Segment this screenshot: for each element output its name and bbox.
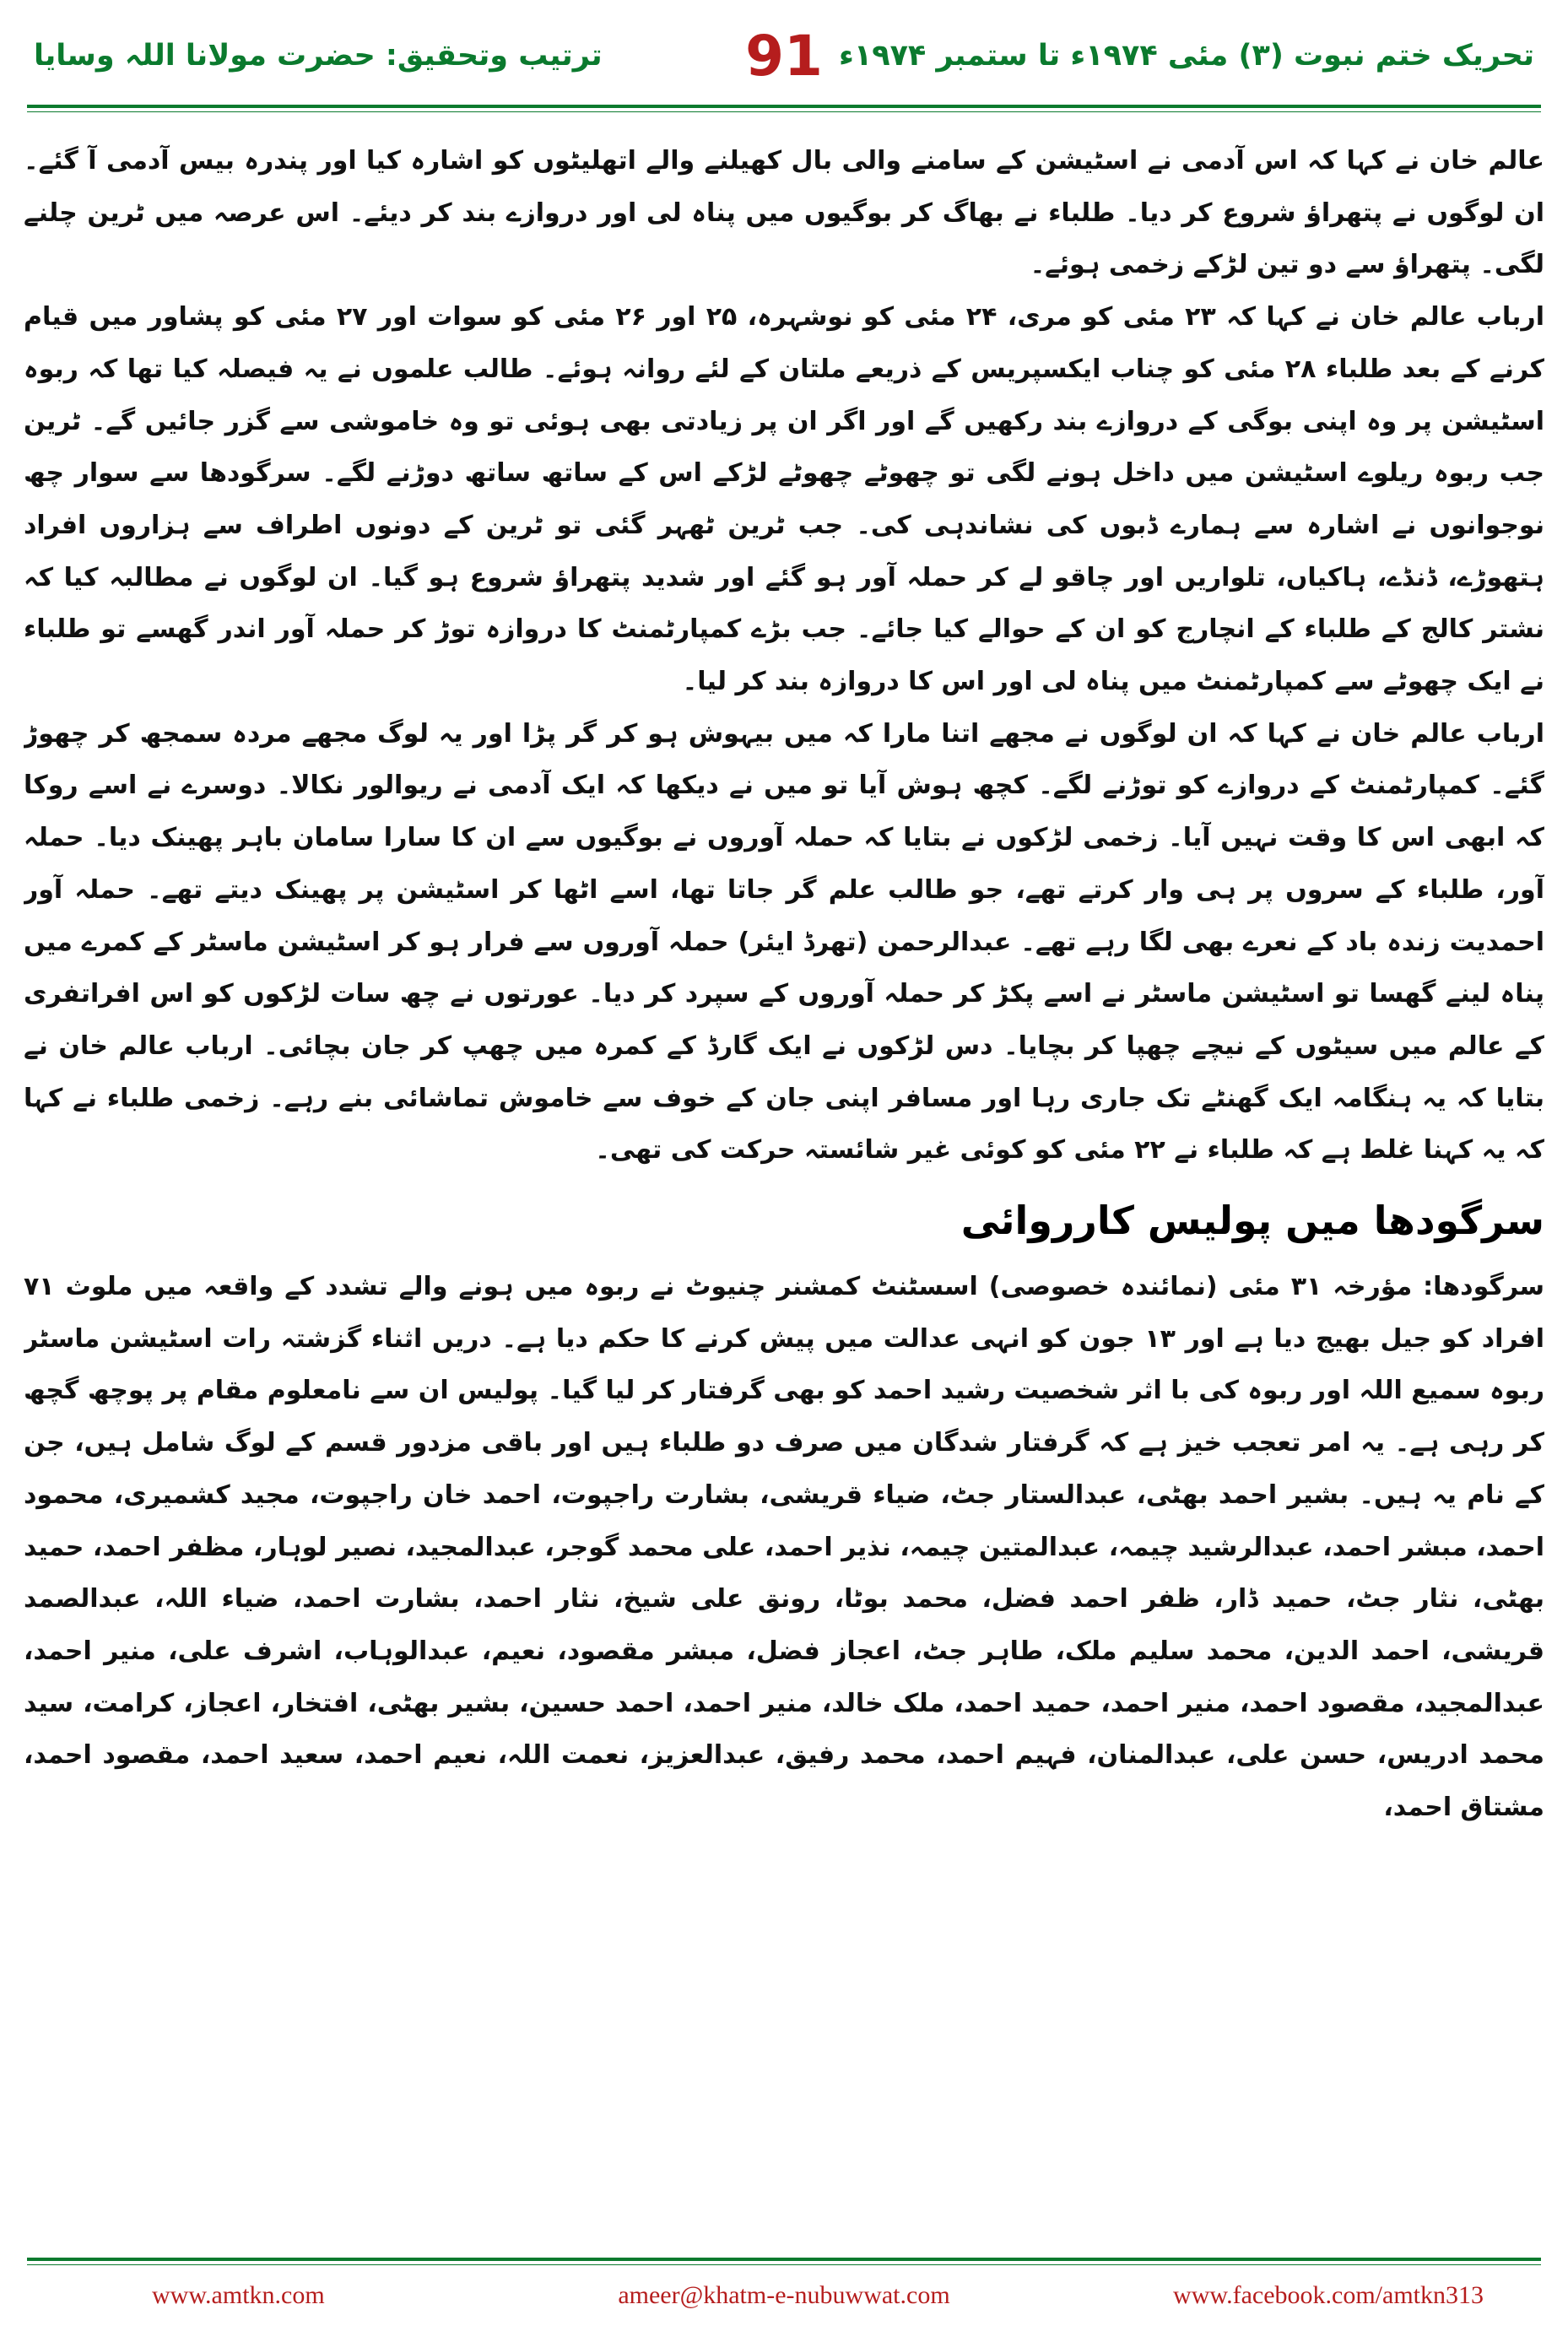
footer-rule-thin — [27, 2264, 1541, 2265]
header-rule-thin — [27, 111, 1541, 112]
body-paragraph-3: ارباب عالم خان نے کہا کہ ان لوگوں نے مجھے اتنا مارا کہ میں بیہوش ہو کر گر پڑا اور یہ لوگ مجھے مردہ سمجھ کر چھوڑ گئے۔ کمپارٹمنٹ کے دروازے کو توڑنے لگے۔ کچھ ہوش آیا تو میں نے دیکھا کہ ایک آدمی نے ریوالور نکالا۔ دوسرے نے اسے روکا کہ ابھی اس کا وقت نہیں آیا۔ زخمی لڑکوں نے بتایا کہ حملہ آوروں نے بوگیوں سے ان کا سارا سامان باہر پھینک دیا۔ حملہ آور، طلباء کے سروں پر ہی وار کرتے تھے، جو طالب علم گر جاتا تھا، اسے اٹھا کر اسٹیشن پر پھینک دیتے تھے۔ حملہ آور احمدیت زندہ باد کے نعرے بھی لگا رہے تھے۔ عبدالرحمن (تھرڈ ایئر) حملہ آوروں سے فرار ہو کر اسٹیشن ماسٹر کے کمرے میں پناہ لینے گھسا تو اسٹیشن ماسٹر نے اسے پکڑ کر حملہ آوروں کے سپرد کر دیا۔ عورتوں نے چھ سات لڑکوں کو اس افراتفری کے عالم میں سیٹوں کے نیچے چھپا کر بچایا۔ دس لڑکوں نے ایک گارڈ کے کمرہ میں چھپ کر جان بچائی۔ ارباب عالم خان نے بتایا کہ یہ ہنگامہ ایک گھنٹے تک جاری رہا اور مسافر اپنی جان کے خوف سے خاموش تماشائی بنے رہے۔ زخمی طلباء نے کہا کہ یہ کہنا غلط ہے کہ طلباء نے ۲۲ مئی کو کوئی غیر شائستہ حرکت کی تھی۔ — [24, 718, 1544, 1166]
editor-credit: ترتیب وتحقیق: حضرت مولانا اللہ وسایا — [34, 39, 603, 73]
facebook-link[interactable]: www.facebook.com/amtkn313 — [1173, 2281, 1484, 2309]
page-number: 91 — [745, 24, 823, 89]
page-header — [0, 0, 1568, 127]
footer-rule — [27, 2258, 1541, 2261]
email-link[interactable]: ameer@khatm-e-nubuwwat.com — [618, 2281, 950, 2309]
section-paragraph: سرگودھا: مؤرخہ ۳۱ مئی (نمائندہ خصوصی) اسسٹنٹ کمشنر چنیوٹ نے ربوہ میں ہونے والے تشدد کے واقعہ میں ملوث ۷۱ افراد کو جیل بھیج دیا ہے اور ۱۳ جون کو انہی عدالت میں پیش کرنے کا حکم دیا ہے۔ دریں اثناء گزشتہ رات اسٹیشن ماسٹر ربوہ سمیع اللہ اور ربوہ کی با اثر شخصیت رشید احمد کو بھی گرفتار کر لیا گیا۔ پولیس ان سے نامعلوم مقام پر پوچھ گچھ کر رہی ہے۔ یہ امر تعجب خیز ہے کہ گرفتار شدگان میں صرف دو طلباء ہیں اور باقی مزدور قسم کے لوگ شامل ہیں، جن کے نام یہ ہیں۔ بشیر احمد بھٹی، عبدالستار جٹ، ضیاء قریشی، بشارت راجپوت، احمد خان راجپوت، مجید کشمیری، محمود احمد، مبشر احمد، عبدالرشید چیمہ، عبدالمتین چیمہ، نذیر احمد، علی محمد گوجر، عبدالمجید، نصیر لوہار، مظفر احمد، حمید بھٹی، نثار جٹ، حمید ڈار، ظفر احمد فضل، محمد بوٹا، رونق علی شیخ، نثار احمد، بشارت احمد، ضیاء اللہ، عبدالصمد قریشی، احمد الدین، محمد سلیم ملک، طاہر جٹ، اعجاز فضل، مبشر مقصود، نعیم، عبدالوہاب، اشرف علی، منیر احمد، عبدالمجید، مقصود احمد، منیر احمد، حمید احمد، ملک خالد، منیر احمد، احمد حسین، بشیر بھٹی، افتخار، اعجاز، کرامت، سید محمد ادریس، حسن علی، عبدالمنان، فہیم احمد، محمد رفیق، عبدالعزیز، نعمت اللہ، نعیم احمد، سعید احمد، مقصود احمد، مشتاق احمد، — [24, 1272, 1544, 1823]
header-rule — [27, 105, 1541, 108]
page-footer — [0, 2258, 1568, 2342]
body-paragraph-2: ارباب عالم خان نے کہا کہ ۲۳ مئی کو مری، ۲۴ مئی کو نوشہرہ، ۲۵ اور ۲۶ مئی کو سوات اور ۲۷ مئی کو پشاور میں قیام کرنے کے بعد طلباء ۲۸ مئی کو چناب ایکسپریس کے ذریعے ملتان کے لئے روانہ ہوئے۔ طالب علموں نے یہ فیصلہ کیا تھا کہ ربوہ اسٹیشن پر وہ اپنی بوگی کے دروازے بند رکھیں گے اور اگر ان پر زیادتی بھی ہوئی تو وہ خاموشی سے گزر جائیں گے۔ ٹرین جب ربوہ ریلوے اسٹیشن میں داخل ہونے لگی تو چھوٹے چھوٹے لڑکے اس کے ساتھ ساتھ دوڑنے لگے۔ سرگودھا سے سوار چھ نوجوانوں نے اشارہ سے ہمارے ڈبوں کی نشاندہی کی۔ جب ٹرین ٹھہر گئی تو ٹرین کے دونوں اطراف سے ہزاروں افراد ہتھوڑے، ڈنڈے، ہاکیاں، تلواریں اور چاقو لے کر حملہ آور ہو گئے اور شدید پتھراؤ شروع ہو گیا۔ ان لوگوں نے مطالبہ کیا کہ نشتر کالج کے طلباء کے انچارج کو ان کے حوالے کیا جائے۔ جب بڑے کمپارٹمنٹ کا دروازہ توڑ کر حملہ آور اندر گھسے تو طلباء نے ایک چھوٹے سے کمپارٹمنٹ میں پناہ لی اور اس کا دروازہ بند کر لیا۔ — [24, 302, 1544, 697]
website-link[interactable]: www.amtkn.com — [152, 2281, 325, 2309]
section-heading: سرگودھا میں پولیس کارروائی — [960, 1198, 1544, 1244]
series-title: تحریک ختم نبوت (۳) مئی ۱۹۷۴ء تا ستمبر ۱۹۷۴ء — [838, 39, 1534, 73]
body-paragraph-1: عالم خان نے کہا کہ اس آدمی نے اسٹیشن کے سامنے والی بال کھیلنے والے اتھلیٹوں کو اشارہ کیا اور پندرہ بیس آدمی آ گئے۔ ان لوگوں نے پتھراؤ شروع کر دیا۔ طلباء نے بھاگ کر بوگیوں میں پناہ لی اور دروازے بند کر دیئے۔ اس عرصہ میں ٹرین چلنے لگی۔ پتھراؤ سے دو تین لڑکے زخمی ہوئے۔ — [24, 146, 1544, 280]
page-body — [24, 135, 1544, 2199]
